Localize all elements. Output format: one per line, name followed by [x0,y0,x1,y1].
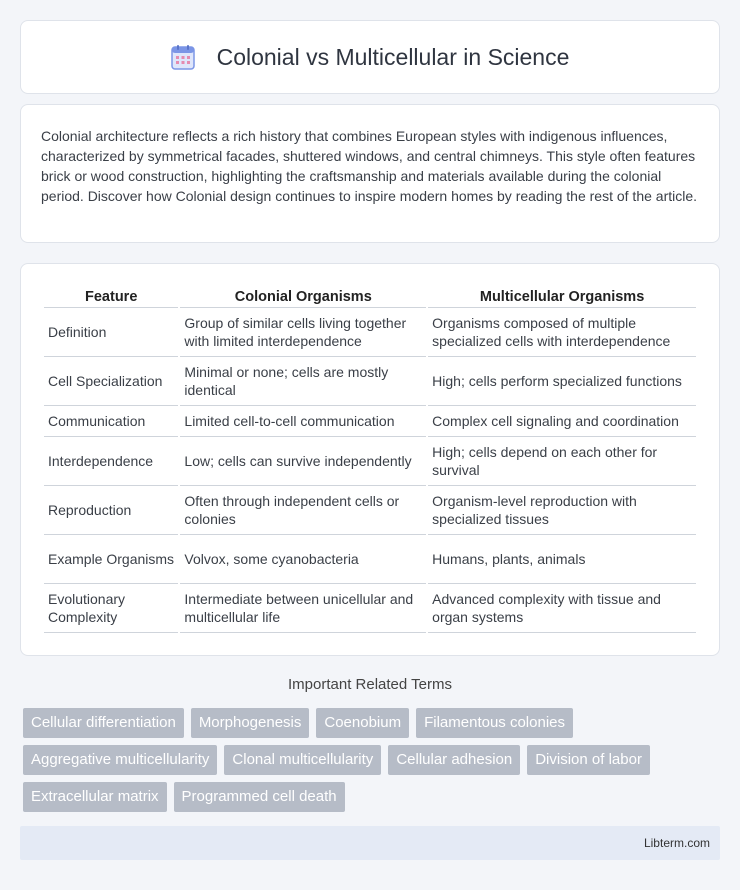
multicellular-cell: Advanced complexity with tissue and organ systems [428,584,696,633]
calendar-icon [171,44,195,70]
table-row [44,308,696,357]
related-term-tag[interactable]: Extracellular matrix [23,782,167,812]
related-term-tag[interactable]: Coenobium [316,708,409,738]
multicellular-cell: Organism-level reproduction with specialized tissues [428,486,696,535]
multicellular-cell: Complex cell signaling and coordination [428,406,696,437]
feature-cell: Definition [44,308,178,357]
feature-cell: Example Organisms [44,535,178,584]
related-term-tag[interactable]: Aggregative multicellularity [23,745,217,775]
table-row [44,406,696,437]
related-term-tag[interactable]: Programmed cell death [174,782,345,812]
column-header-multicellular: Multicellular Organisms [428,284,696,308]
multicellular-cell: Humans, plants, animals [428,535,696,584]
related-term-tag[interactable]: Clonal multicellularity [224,745,381,775]
footer [20,826,720,860]
feature-cell: Interdependence [44,437,178,486]
intro-text: Colonial architecture reflects a rich history that combines European styles with indigenous influences, characterized by symmetrical facades, shuttered windows, and central chimneys. This style often features brick or wood construction, highlighting the craftsmanship and materials available during the colonial period. Discover how Colonial design continues to inspire modern homes by reading the rest of the article. [41,128,698,204]
colonial-cell: Limited cell-to-cell communication [180,406,426,437]
feature-cell: Cell Specialization [44,357,178,406]
table-row [44,535,696,584]
feature-cell: Reproduction [44,486,178,535]
table-row [44,357,696,406]
colonial-cell: Intermediate between unicellular and multicellular life [180,584,426,633]
related-term-tag[interactable]: Cellular differentiation [23,708,184,738]
header-card [20,20,720,94]
table-row [44,437,696,486]
multicellular-cell: High; cells perform specialized functions [428,357,696,406]
column-header-feature: Feature [44,284,178,308]
colonial-cell: Low; cells can survive independently [180,437,426,486]
table-header-row [44,284,696,308]
related-terms-list [23,708,713,812]
comparison-table [42,284,698,633]
colonial-cell: Often through independent cells or colonies [180,486,426,535]
page-title: Colonial vs Multicellular in Science [216,43,570,70]
feature-cell: Evolutionary Complexity [44,584,178,633]
feature-cell: Communication [44,406,178,437]
related-term-tag[interactable]: Filamentous colonies [416,708,573,738]
related-term-tag[interactable]: Cellular adhesion [388,745,520,775]
related-terms-title: Important Related Terms [288,676,452,693]
colonial-cell: Group of similar cells living together with limited interdependence [180,308,426,357]
intro-card [20,104,720,243]
multicellular-cell: Organisms composed of multiple specialized cells with interdependence [428,308,696,357]
colonial-cell: Volvox, some cyanobacteria [180,535,426,584]
table-row [44,584,696,633]
comparison-table-card [20,263,720,656]
table-row [44,486,696,535]
colonial-cell: Minimal or none; cells are mostly identical [180,357,426,406]
related-term-tag[interactable]: Morphogenesis [191,708,310,738]
multicellular-cell: High; cells depend on each other for survival [428,437,696,486]
related-term-tag[interactable]: Division of labor [527,745,650,775]
footer-site-link[interactable]: Libterm.com [643,836,710,850]
column-header-colonial: Colonial Organisms [180,284,426,308]
